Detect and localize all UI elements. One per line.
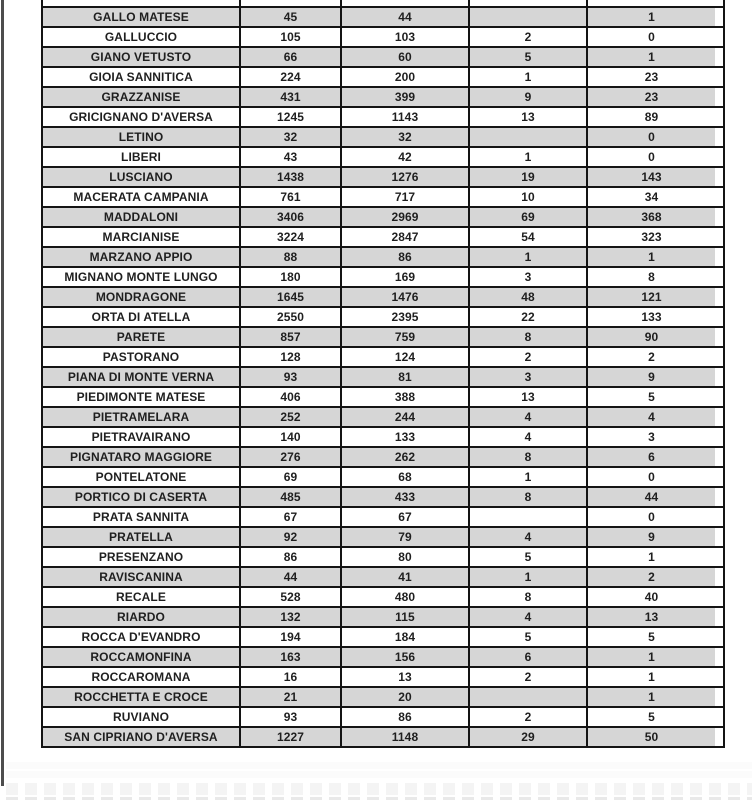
table-row bbox=[41, 428, 725, 448]
value-cell: 86 bbox=[340, 248, 468, 266]
value-cell: 68 bbox=[340, 468, 468, 486]
value-cell: 66 bbox=[239, 48, 340, 66]
value-cell: 43 bbox=[239, 148, 340, 166]
value-cell: 2847 bbox=[340, 228, 468, 246]
value-cell: 5 bbox=[586, 708, 715, 726]
municipality-name-cell: PASTORANO bbox=[43, 348, 239, 366]
value-cell: 140 bbox=[239, 428, 340, 446]
municipality-name-cell: GRAZZANISE bbox=[43, 88, 239, 106]
value-cell: 93 bbox=[239, 708, 340, 726]
value-cell: 368 bbox=[586, 208, 715, 226]
table-row bbox=[41, 88, 725, 108]
value-cell: 86 bbox=[239, 548, 340, 566]
value-cell: 5 bbox=[468, 548, 586, 566]
value-cell: 323 bbox=[586, 228, 715, 246]
value-cell: 45 bbox=[239, 8, 340, 26]
value-cell: 276 bbox=[239, 448, 340, 466]
value-cell: 480 bbox=[340, 588, 468, 606]
municipality-name-cell: MADDALONI bbox=[43, 208, 239, 226]
value-cell: 93 bbox=[239, 368, 340, 386]
value-cell: 1 bbox=[468, 248, 586, 266]
value-cell: 13 bbox=[468, 388, 586, 406]
value-cell: 761 bbox=[239, 188, 340, 206]
value-cell: 200 bbox=[340, 68, 468, 86]
value-cell: 115 bbox=[340, 608, 468, 626]
municipality-name-cell: PIGNATARO MAGGIORE bbox=[43, 448, 239, 466]
value-cell: 1 bbox=[586, 648, 715, 666]
value-cell: 34 bbox=[586, 188, 715, 206]
value-cell: 133 bbox=[586, 308, 715, 326]
value-cell: 1 bbox=[586, 688, 715, 706]
table-row bbox=[41, 468, 725, 488]
value-cell: 69 bbox=[239, 468, 340, 486]
municipality-name-cell: LIBERI bbox=[43, 148, 239, 166]
municipality-name-cell: MARCIANISE bbox=[43, 228, 239, 246]
value-cell: 69 bbox=[468, 208, 586, 226]
value-cell: 132 bbox=[239, 608, 340, 626]
value-cell: 857 bbox=[239, 328, 340, 346]
municipality-name-cell: RUVIANO bbox=[43, 708, 239, 726]
value-cell: 143 bbox=[586, 168, 715, 186]
value-cell: 8 bbox=[468, 588, 586, 606]
table-row bbox=[41, 248, 725, 268]
value-cell: 4 bbox=[468, 428, 586, 446]
value-cell: 1438 bbox=[239, 168, 340, 186]
table-row bbox=[41, 68, 725, 88]
value-cell: 1 bbox=[586, 548, 715, 566]
value-cell: 29 bbox=[468, 728, 586, 746]
value-cell: 50 bbox=[586, 728, 715, 746]
table-row bbox=[41, 448, 725, 468]
value-cell: 6 bbox=[586, 448, 715, 466]
value-cell: 44 bbox=[340, 8, 468, 26]
municipality-name-cell: ROCCHETTA E CROCE bbox=[43, 688, 239, 706]
value-cell bbox=[239, 0, 340, 6]
table-row bbox=[41, 8, 725, 28]
value-cell bbox=[586, 0, 715, 6]
value-cell: 10 bbox=[468, 188, 586, 206]
page-bottom-dashed-artifact bbox=[6, 783, 752, 795]
value-cell: 8 bbox=[586, 268, 715, 286]
value-cell: 23 bbox=[586, 68, 715, 86]
value-cell: 16 bbox=[239, 668, 340, 686]
value-cell: 180 bbox=[239, 268, 340, 286]
value-cell: 433 bbox=[340, 488, 468, 506]
municipality-name-cell: ROCCAMONFINA bbox=[43, 648, 239, 666]
table-row bbox=[41, 688, 725, 708]
value-cell: 0 bbox=[586, 128, 715, 146]
table-row bbox=[41, 108, 725, 128]
value-cell: 44 bbox=[239, 568, 340, 586]
value-cell: 1 bbox=[586, 248, 715, 266]
table-row bbox=[41, 328, 725, 348]
municipality-name-cell: PRESENZANO bbox=[43, 548, 239, 566]
municipality-name-cell: GIOIA SANNITICA bbox=[43, 68, 239, 86]
page-bottom-artifact-band bbox=[6, 762, 752, 769]
value-cell: 2550 bbox=[239, 308, 340, 326]
value-cell: 13 bbox=[468, 108, 586, 126]
page-bottom-artifact-band bbox=[6, 771, 752, 778]
value-cell: 388 bbox=[340, 388, 468, 406]
value-cell: 3 bbox=[468, 268, 586, 286]
table-row bbox=[41, 728, 725, 748]
table-row bbox=[41, 608, 725, 628]
value-cell: 194 bbox=[239, 628, 340, 646]
value-cell: 1245 bbox=[239, 108, 340, 126]
value-cell: 2 bbox=[586, 348, 715, 366]
table-row bbox=[41, 48, 725, 68]
table-row bbox=[41, 588, 725, 608]
municipality-name-cell: MARZANO APPIO bbox=[43, 248, 239, 266]
municipality-name-cell: SAN CIPRIANO D'AVERSA bbox=[43, 728, 239, 746]
value-cell: 1 bbox=[468, 148, 586, 166]
value-cell: 1476 bbox=[340, 288, 468, 306]
value-cell: 431 bbox=[239, 88, 340, 106]
table-row-partial bbox=[41, 0, 725, 8]
value-cell: 89 bbox=[586, 108, 715, 126]
value-cell bbox=[340, 0, 468, 6]
table-row bbox=[41, 188, 725, 208]
value-cell: 9 bbox=[468, 88, 586, 106]
value-cell: 0 bbox=[586, 508, 715, 526]
value-cell bbox=[468, 0, 586, 6]
table-row bbox=[41, 508, 725, 528]
value-cell: 163 bbox=[239, 648, 340, 666]
value-cell: 32 bbox=[239, 128, 340, 146]
value-cell: 184 bbox=[340, 628, 468, 646]
value-cell bbox=[468, 8, 586, 26]
table-row bbox=[41, 128, 725, 148]
value-cell: 5 bbox=[468, 628, 586, 646]
value-cell: 1 bbox=[468, 468, 586, 486]
value-cell: 759 bbox=[340, 328, 468, 346]
value-cell: 6 bbox=[468, 648, 586, 666]
value-cell bbox=[468, 128, 586, 146]
value-cell: 103 bbox=[340, 28, 468, 46]
value-cell: 23 bbox=[586, 88, 715, 106]
value-cell: 252 bbox=[239, 408, 340, 426]
value-cell: 2 bbox=[468, 348, 586, 366]
value-cell: 48 bbox=[468, 288, 586, 306]
value-cell: 88 bbox=[239, 248, 340, 266]
value-cell: 3 bbox=[468, 368, 586, 386]
value-cell: 0 bbox=[586, 468, 715, 486]
value-cell: 9 bbox=[586, 368, 715, 386]
value-cell: 80 bbox=[340, 548, 468, 566]
value-cell: 79 bbox=[340, 528, 468, 546]
municipality-name-cell: PORTICO DI CASERTA bbox=[43, 488, 239, 506]
value-cell: 90 bbox=[586, 328, 715, 346]
value-cell: 60 bbox=[340, 48, 468, 66]
value-cell: 86 bbox=[340, 708, 468, 726]
value-cell: 124 bbox=[340, 348, 468, 366]
value-cell: 1 bbox=[586, 668, 715, 686]
table-row bbox=[41, 408, 725, 428]
table-row bbox=[41, 268, 725, 288]
value-cell: 8 bbox=[468, 488, 586, 506]
table-row bbox=[41, 28, 725, 48]
table-row bbox=[41, 288, 725, 308]
value-cell: 41 bbox=[340, 568, 468, 586]
value-cell: 169 bbox=[340, 268, 468, 286]
value-cell: 406 bbox=[239, 388, 340, 406]
municipality-name-cell: PIEDIMONTE MATESE bbox=[43, 388, 239, 406]
value-cell: 105 bbox=[239, 28, 340, 46]
value-cell: 717 bbox=[340, 188, 468, 206]
table-row bbox=[41, 568, 725, 588]
value-cell: 20 bbox=[340, 688, 468, 706]
municipality-name-cell: MIGNANO MONTE LUNGO bbox=[43, 268, 239, 286]
table-row bbox=[41, 308, 725, 328]
table-row bbox=[41, 348, 725, 368]
municipality-name-cell: PIETRAVAIRANO bbox=[43, 428, 239, 446]
value-cell: 156 bbox=[340, 648, 468, 666]
table-row bbox=[41, 648, 725, 668]
value-cell: 4 bbox=[586, 408, 715, 426]
municipality-name-cell: GALLUCCIO bbox=[43, 28, 239, 46]
value-cell: 399 bbox=[340, 88, 468, 106]
municipality-name-cell: PIETRAMELARA bbox=[43, 408, 239, 426]
value-cell: 0 bbox=[586, 28, 715, 46]
value-cell: 13 bbox=[340, 668, 468, 686]
value-cell: 0 bbox=[586, 148, 715, 166]
value-cell bbox=[468, 688, 586, 706]
value-cell: 1 bbox=[586, 48, 715, 66]
value-cell: 1 bbox=[586, 8, 715, 26]
municipality-name-cell: GIANO VETUSTO bbox=[43, 48, 239, 66]
value-cell: 262 bbox=[340, 448, 468, 466]
table-row bbox=[41, 708, 725, 728]
value-cell: 21 bbox=[239, 688, 340, 706]
value-cell: 2 bbox=[468, 668, 586, 686]
value-cell: 2 bbox=[468, 28, 586, 46]
value-cell: 1148 bbox=[340, 728, 468, 746]
value-cell: 8 bbox=[468, 328, 586, 346]
table-row bbox=[41, 668, 725, 688]
value-cell: 121 bbox=[586, 288, 715, 306]
municipality-name-cell: RECALE bbox=[43, 588, 239, 606]
municipality-table bbox=[41, 0, 725, 748]
municipality-name-cell: RAVISCANINA bbox=[43, 568, 239, 586]
value-cell: 244 bbox=[340, 408, 468, 426]
value-cell: 1 bbox=[468, 68, 586, 86]
value-cell: 1276 bbox=[340, 168, 468, 186]
municipality-name-cell: PARETE bbox=[43, 328, 239, 346]
value-cell: 44 bbox=[586, 488, 715, 506]
value-cell: 67 bbox=[239, 508, 340, 526]
value-cell: 1143 bbox=[340, 108, 468, 126]
municipality-name-cell: ROCCAROMANA bbox=[43, 668, 239, 686]
value-cell: 4 bbox=[468, 528, 586, 546]
value-cell: 4 bbox=[468, 408, 586, 426]
value-cell: 2969 bbox=[340, 208, 468, 226]
table-row bbox=[41, 228, 725, 248]
value-cell: 13 bbox=[586, 608, 715, 626]
value-cell: 1645 bbox=[239, 288, 340, 306]
municipality-name-cell: PRATA SANNITA bbox=[43, 508, 239, 526]
municipality-name-cell: GRICIGNANO D'AVERSA bbox=[43, 108, 239, 126]
value-cell: 67 bbox=[340, 508, 468, 526]
value-cell: 528 bbox=[239, 588, 340, 606]
value-cell: 1 bbox=[468, 568, 586, 586]
table-row bbox=[41, 168, 725, 188]
value-cell: 5 bbox=[468, 48, 586, 66]
value-cell: 485 bbox=[239, 488, 340, 506]
value-cell: 2 bbox=[468, 708, 586, 726]
table-row bbox=[41, 148, 725, 168]
table-row bbox=[41, 208, 725, 228]
municipality-name-cell: PIANA DI MONTE VERNA bbox=[43, 368, 239, 386]
value-cell: 8 bbox=[468, 448, 586, 466]
page-left-edge-line bbox=[1, 0, 4, 786]
value-cell: 224 bbox=[239, 68, 340, 86]
municipality-name-cell: LUSCIANO bbox=[43, 168, 239, 186]
value-cell: 22 bbox=[468, 308, 586, 326]
value-cell bbox=[468, 508, 586, 526]
value-cell: 3224 bbox=[239, 228, 340, 246]
value-cell: 92 bbox=[239, 528, 340, 546]
table-row bbox=[41, 628, 725, 648]
value-cell: 32 bbox=[340, 128, 468, 146]
table-row bbox=[41, 368, 725, 388]
value-cell: 3 bbox=[586, 428, 715, 446]
value-cell: 5 bbox=[586, 628, 715, 646]
value-cell: 128 bbox=[239, 348, 340, 366]
municipality-name-cell: RIARDO bbox=[43, 608, 239, 626]
value-cell: 5 bbox=[586, 388, 715, 406]
table-row bbox=[41, 528, 725, 548]
municipality-name-cell: MACERATA CAMPANIA bbox=[43, 188, 239, 206]
value-cell: 81 bbox=[340, 368, 468, 386]
municipality-name-cell: PONTELATONE bbox=[43, 468, 239, 486]
value-cell: 54 bbox=[468, 228, 586, 246]
value-cell: 133 bbox=[340, 428, 468, 446]
value-cell: 2395 bbox=[340, 308, 468, 326]
value-cell: 4 bbox=[468, 608, 586, 626]
value-cell: 2 bbox=[586, 568, 715, 586]
table-row bbox=[41, 548, 725, 568]
municipality-name-cell: ORTA DI ATELLA bbox=[43, 308, 239, 326]
municipality-name-cell: PRATELLA bbox=[43, 528, 239, 546]
municipality-name-cell: GALLO MATESE bbox=[43, 8, 239, 26]
value-cell: 40 bbox=[586, 588, 715, 606]
value-cell: 3406 bbox=[239, 208, 340, 226]
municipality-name-cell: LETINO bbox=[43, 128, 239, 146]
value-cell: 9 bbox=[586, 528, 715, 546]
value-cell: 42 bbox=[340, 148, 468, 166]
table-row bbox=[41, 388, 725, 408]
table-row bbox=[41, 488, 725, 508]
municipality-name-cell: MONDRAGONE bbox=[43, 288, 239, 306]
value-cell: 1227 bbox=[239, 728, 340, 746]
municipality-name-cell: ROCCA D'EVANDRO bbox=[43, 628, 239, 646]
municipality-name-cell bbox=[43, 0, 239, 6]
value-cell: 19 bbox=[468, 168, 586, 186]
